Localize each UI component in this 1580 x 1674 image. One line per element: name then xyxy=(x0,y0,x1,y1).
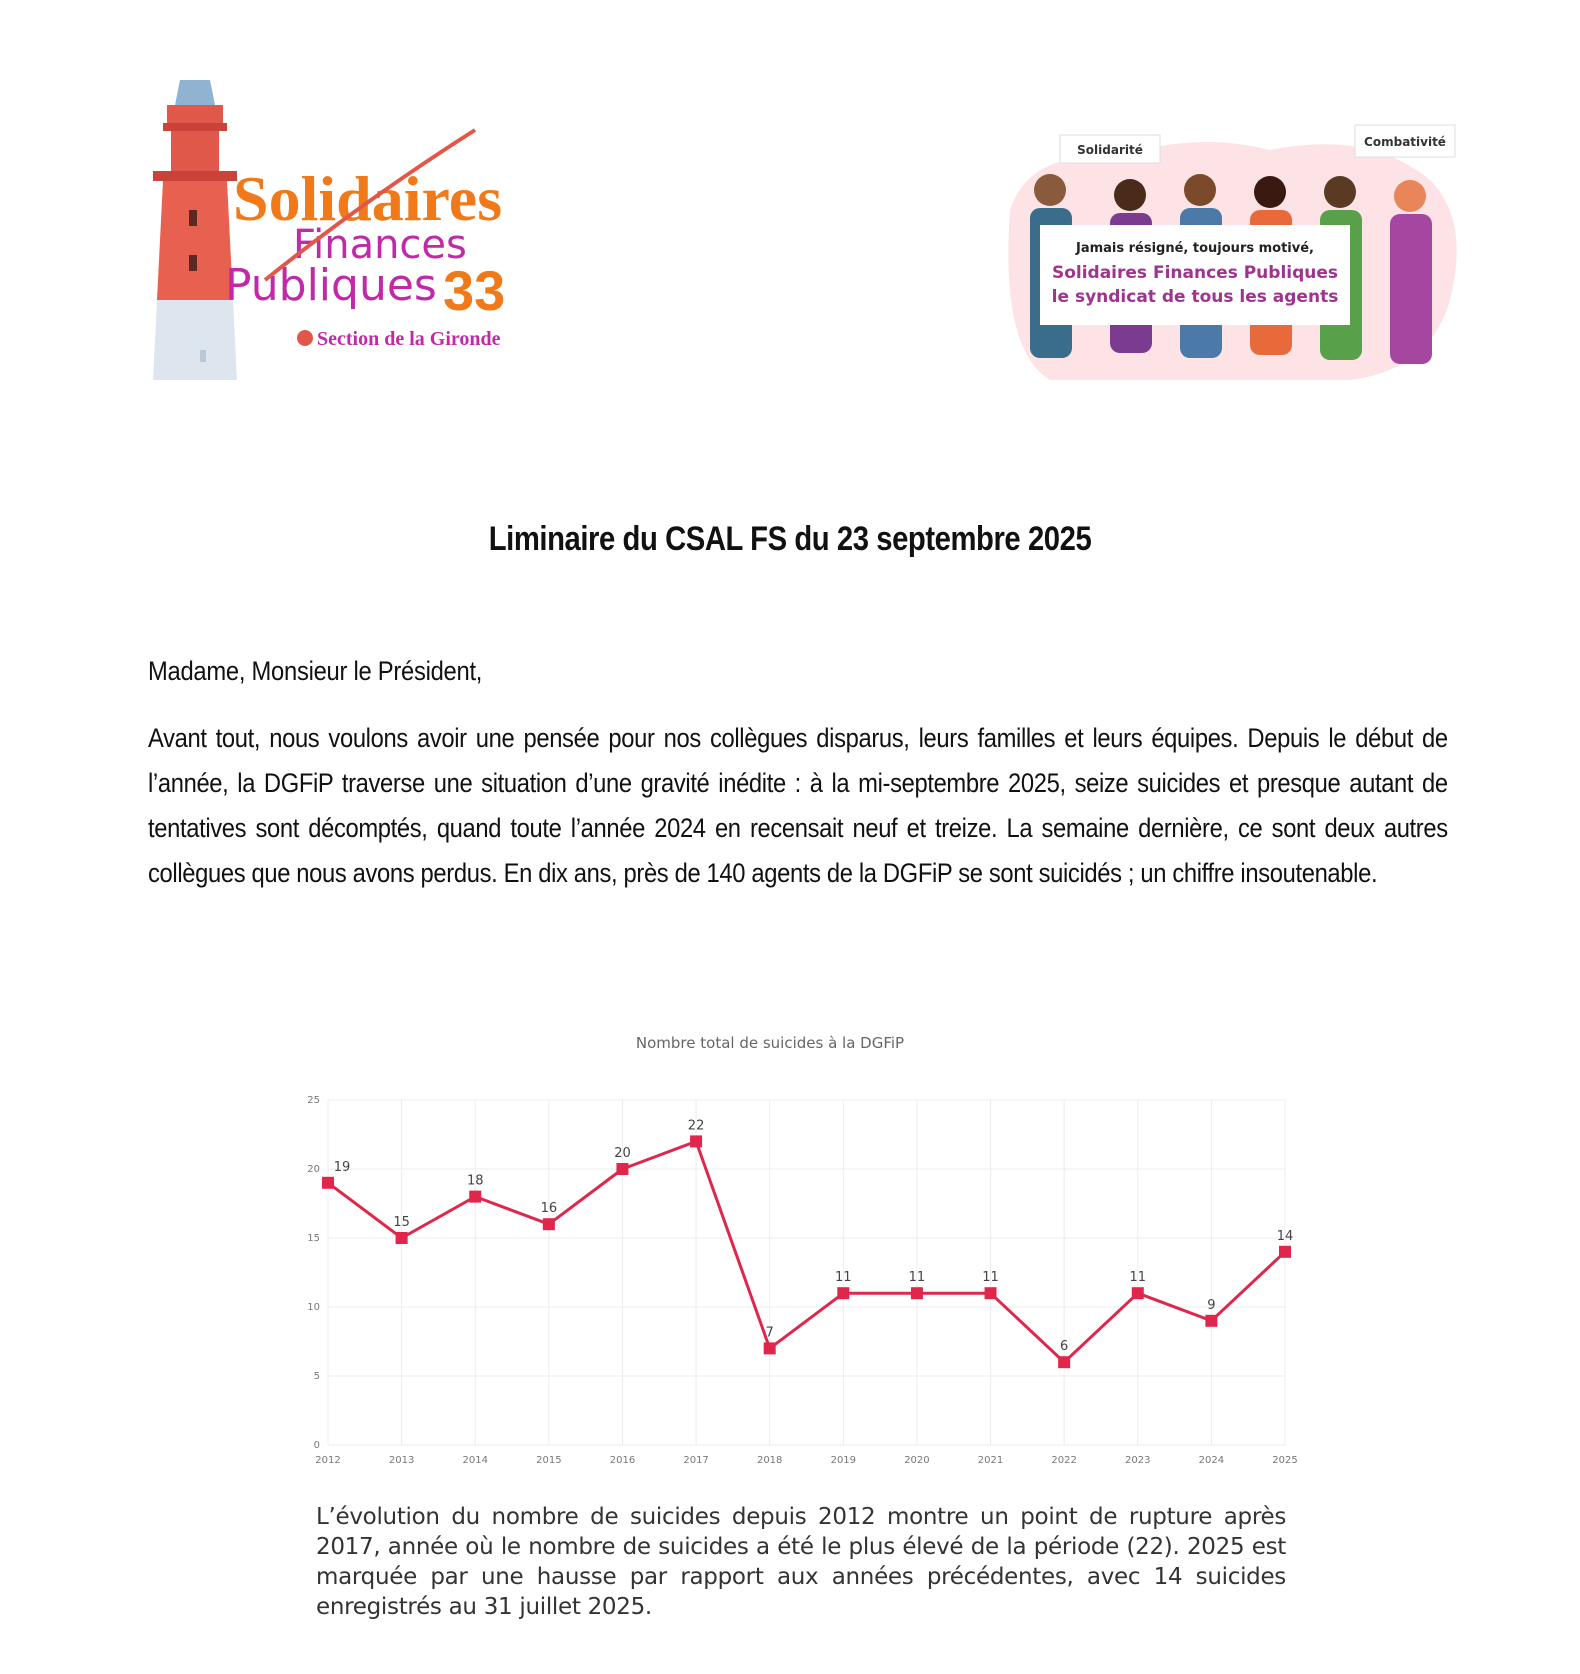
data-point xyxy=(690,1135,702,1147)
dot-icon xyxy=(297,330,313,346)
chart-title: Nombre total de suicides à la DGFiP xyxy=(635,1034,905,1052)
data-point xyxy=(543,1218,555,1230)
data-point xyxy=(396,1232,408,1244)
data-label: 6 xyxy=(1060,1339,1069,1355)
solidaires-finances-publiques-33-logo xyxy=(145,80,545,400)
union-banner-illustration xyxy=(990,120,1480,400)
x-tick-label: 2022 xyxy=(1051,1455,1077,1466)
banner-line-1: Jamais résigné, toujours motivé, xyxy=(1075,241,1315,256)
data-point xyxy=(837,1287,849,1299)
y-tick-label: 20 xyxy=(307,1164,320,1175)
x-tick-label: 2017 xyxy=(683,1455,709,1466)
body-paragraph: Avant tout, nous voulons avoir une pensée pour nos collègues disparus, leurs familles et leurs équipes. Depuis le début de l’année, la DGFiP traverse une situation d’une gravité inédite : à la mi-septembre 2025, seize suicides et presque autant de tentatives sont décomptés, quand toute l’année 2024 en recensait neuf et treize. La semaine dernière, ce sont deux autres collègues que nous avons perdus. En dix ans, près de 140 agents de la DGFiP se sont suicidés ; un chiffre insoutenable. xyxy=(148,723,1448,888)
logo-line-publiques: Publiques xyxy=(225,260,437,311)
x-tick-label: 2013 xyxy=(388,1455,415,1466)
data-label: 7 xyxy=(765,1325,774,1341)
logo-line-solidaires: Solidaires xyxy=(233,163,503,234)
sign-combativite: Combativité xyxy=(1364,135,1446,149)
suicides-line-chart xyxy=(300,1020,1310,1490)
logo-line-finances: Finances xyxy=(293,222,467,268)
x-tick-label: 2015 xyxy=(536,1455,562,1466)
data-point xyxy=(1058,1356,1070,1368)
data-label: 14 xyxy=(1276,1228,1294,1244)
data-label: 22 xyxy=(687,1118,705,1134)
x-tick-label: 2025 xyxy=(1272,1455,1298,1466)
data-label: 15 xyxy=(393,1215,410,1230)
logo-section: Section de la Gironde xyxy=(317,328,501,350)
y-tick-label: 15 xyxy=(307,1233,320,1244)
x-tick-label: 2014 xyxy=(462,1455,488,1466)
banner-line-2: Solidaires Finances Publiques xyxy=(1051,263,1339,283)
data-point xyxy=(1205,1315,1217,1327)
data-label: 11 xyxy=(835,1270,852,1286)
data-label: 18 xyxy=(466,1173,484,1189)
x-tick-label: 2016 xyxy=(609,1455,636,1466)
data-label: 19 xyxy=(333,1159,351,1175)
x-tick-label: 2020 xyxy=(904,1455,930,1466)
x-tick-label: 2019 xyxy=(830,1455,857,1466)
x-tick-label: 2018 xyxy=(756,1455,783,1466)
salutation: Madame, Monsieur le Président, xyxy=(148,656,483,686)
data-label: 11 xyxy=(1129,1270,1147,1286)
x-tick-label: 2021 xyxy=(977,1455,1004,1466)
data-point xyxy=(764,1342,776,1354)
x-tick-label: 2012 xyxy=(315,1455,341,1466)
chart-caption: L’évolution du nombre de suicides depuis 2012 montre un point de rupture après 2017, année où le nombre de suicides a été le plus élevé de la période (22). 2025 est marquée par une hausse par rapport aux années précédentes, avec 14 suicides enregistrés au 31 juillet 2025. xyxy=(316,1504,1286,1620)
data-point xyxy=(911,1287,923,1299)
data-label: 9 xyxy=(1207,1297,1216,1313)
data-point xyxy=(322,1177,334,1189)
document-title: Liminaire du CSAL FS du 23 septembre 2025 xyxy=(488,520,1092,558)
data-point xyxy=(616,1163,628,1175)
data-point xyxy=(469,1191,481,1203)
sign-solidarite: Solidarité xyxy=(1077,143,1143,157)
data-label: 11 xyxy=(982,1270,999,1286)
y-tick-label: 10 xyxy=(307,1302,320,1313)
chart-svg xyxy=(300,1020,1310,1490)
y-tick-label: 5 xyxy=(313,1371,320,1382)
y-tick-label: 0 xyxy=(313,1440,320,1451)
data-label: 16 xyxy=(540,1201,558,1217)
data-point xyxy=(985,1287,997,1299)
y-tick-label: 25 xyxy=(307,1095,320,1106)
x-tick-label: 2023 xyxy=(1125,1455,1151,1466)
banner-line-3: le syndicat de tous les agents xyxy=(1051,287,1339,307)
data-point xyxy=(1279,1246,1291,1258)
data-label: 20 xyxy=(614,1146,631,1161)
x-tick-label: 2024 xyxy=(1198,1455,1225,1466)
lighthouse-icon xyxy=(153,80,237,380)
data-point xyxy=(1132,1287,1144,1299)
data-label: 11 xyxy=(908,1270,926,1286)
logo-number: 33 xyxy=(443,259,506,322)
